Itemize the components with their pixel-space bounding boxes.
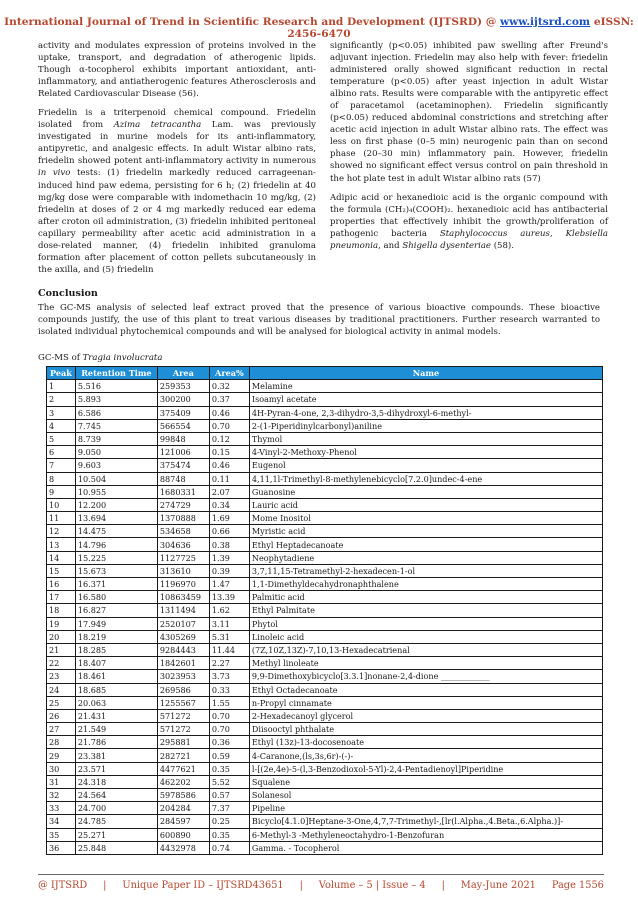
table-row	[47, 723, 603, 736]
cell-peak: 35	[47, 828, 76, 841]
cell-area-percent: 0.38	[209, 538, 249, 551]
cell-area: 1842601	[157, 657, 209, 670]
cell-retention-time: 12.200	[75, 498, 157, 511]
friedelin-paragraph	[38, 107, 316, 276]
text-run: (58).	[490, 240, 514, 251]
cell-peak: 26	[47, 709, 76, 722]
cell-area-percent: 0.46	[209, 406, 249, 419]
cell-peak: 28	[47, 736, 76, 749]
species-name: Staphylococcus aureus, Klebsiella pneumonia	[330, 228, 609, 251]
cell-area: 284597	[157, 815, 209, 828]
cell-retention-time: 10.504	[75, 472, 157, 485]
cell-peak: 15	[47, 564, 76, 577]
cell-peak: 21	[47, 643, 76, 656]
cell-name: Guanosine	[249, 485, 602, 498]
table-row	[47, 630, 603, 643]
cell-peak: 14	[47, 551, 76, 564]
cell-peak: 5	[47, 432, 76, 445]
cell-area: 313610	[157, 564, 209, 577]
footer-page: Page 1556	[551, 880, 604, 891]
cell-area: 88748	[157, 472, 209, 485]
cell-retention-time: 9.603	[75, 459, 157, 472]
cell-name: 1,1-Dimethyldecahydronaphthalene	[249, 578, 602, 591]
cell-area: 462202	[157, 775, 209, 788]
footer-sep: |	[299, 880, 303, 891]
cell-peak: 25	[47, 696, 76, 709]
journal-header	[0, 16, 638, 40]
cell-area-percent: 5.31	[209, 630, 249, 643]
footer-sep: |	[103, 880, 107, 891]
cell-name: Squalene	[249, 775, 602, 788]
cell-name: Ethyl Octadecanoate	[249, 683, 602, 696]
species-name: Shigella dysenteriae	[402, 240, 491, 251]
cell-area-percent: 0.59	[209, 749, 249, 762]
right-column	[330, 40, 608, 259]
cell-retention-time: 18.685	[75, 683, 157, 696]
cell-area-percent: 0.46	[209, 459, 249, 472]
cell-peak: 29	[47, 749, 76, 762]
text-run: , and	[378, 240, 403, 251]
journal-link[interactable]: www.ijtsrd.com	[500, 16, 591, 28]
cell-area: 2520107	[157, 617, 209, 630]
cell-area-percent: 2.27	[209, 657, 249, 670]
cell-retention-time: 6.586	[75, 406, 157, 419]
table-row	[47, 775, 603, 788]
table-row	[47, 538, 603, 551]
cell-peak: 31	[47, 775, 76, 788]
text-run: tests: (1) friedelin markedly reduced carrageenan-induced hind paw edema, persisting for 6 h; (2) friedelin at 40 mg/kg dose were comparable with indomethacin 10 mg/kg, (2) friedelin at doses of 2 or 4 mg markedly reduced ear edema after croton oil administration, (3) friedelin inhibited peritoneal capillary permeability after acetic acid administration in a dose-related manner, (4) friedelin inhibited granuloma formation after placement of cotton pellets subcutaneously in the axilla, and (5) friedelin	[38, 168, 316, 275]
table-row	[47, 498, 603, 511]
cell-area: 375409	[157, 406, 209, 419]
cell-area: 9284443	[157, 643, 209, 656]
table-row	[47, 525, 603, 538]
cell-name: Pipeline	[249, 802, 602, 815]
cell-peak: 4	[47, 419, 76, 432]
table-row	[47, 696, 603, 709]
cell-name: Solanesol	[249, 789, 602, 802]
cell-retention-time: 16.827	[75, 604, 157, 617]
cell-area: 375474	[157, 459, 209, 472]
footer-journal: @ IJTSRD	[38, 880, 88, 891]
table-row	[47, 604, 603, 617]
cell-area-percent: 0.12	[209, 432, 249, 445]
caption-species: Tragia involucrata	[82, 353, 163, 363]
cell-area-percent: 0.70	[209, 419, 249, 432]
cell-area: 282721	[157, 749, 209, 762]
cell-name: Bicyclo[4.1.0]Heptane-3-One,4,7,7-Trimethyl-,[lr(l.Alpha.,4.Beta.,6.Alpha.)]-	[249, 815, 602, 828]
cell-area-percent: 0.36	[209, 736, 249, 749]
cell-name: Ethyl (13z)-13-docosenoate	[249, 736, 602, 749]
cell-area: 1196970	[157, 578, 209, 591]
cell-peak: 23	[47, 670, 76, 683]
cell-peak: 7	[47, 459, 76, 472]
page-footer	[38, 880, 604, 891]
cell-area-percent: 0.39	[209, 564, 249, 577]
cell-area-percent: 0.70	[209, 709, 249, 722]
cell-peak: 20	[47, 630, 76, 643]
table-row	[47, 578, 603, 591]
species-name: Azima tetracantha	[113, 120, 202, 131]
cell-name: Linoleic acid	[249, 630, 602, 643]
cell-retention-time: 21.786	[75, 736, 157, 749]
cell-retention-time: 23.381	[75, 749, 157, 762]
cell-area-percent: 1.39	[209, 551, 249, 564]
table-row	[47, 643, 603, 656]
cell-peak: 1	[47, 380, 76, 393]
cell-name: 9,9-Dimethoxybicyclo[3.3.1]nonane-2,4-dione ____________	[249, 670, 602, 683]
footer-date: May-June 2021	[460, 880, 536, 891]
paragraph: activity and modulates expression of proteins involved in the uptake, transport, and degradation of atherogenic lipids. Though α-tocopherol exhibits important antioxidant, anti-inflammatory, and antiatherogenic features Atherosclerosis and Related Cardiovascular Disease (56).	[38, 41, 316, 100]
cell-name: Isoamyl acetate	[249, 393, 602, 406]
table-row	[47, 683, 603, 696]
adipic-acid-paragraph	[330, 192, 608, 252]
in-vivo-term: in vivo	[38, 168, 71, 179]
cell-area-percent: 0.57	[209, 789, 249, 802]
cell-area: 10863459	[157, 591, 209, 604]
table-row	[47, 446, 603, 459]
cell-name: Melamine	[249, 380, 602, 393]
table-caption	[38, 353, 162, 363]
cell-retention-time: 24.785	[75, 815, 157, 828]
cell-name: 4,11,1l-Trimethyl-8-methylenebicyclo[7.2.0]undec-4-ene	[249, 472, 602, 485]
header-title: International Journal of Trend in Scientific Research and Development (IJTSRD) @	[4, 16, 501, 28]
table-row	[47, 709, 603, 722]
cell-peak: 22	[47, 657, 76, 670]
table-row	[47, 670, 603, 683]
table-row	[47, 591, 603, 604]
cell-area-percent: 3.11	[209, 617, 249, 630]
footer-paper-id: Unique Paper ID – IJTSRD43651	[122, 880, 284, 891]
cell-retention-time: 18.219	[75, 630, 157, 643]
table-row	[47, 512, 603, 525]
cell-area: 1370888	[157, 512, 209, 525]
cell-area-percent: 0.15	[209, 446, 249, 459]
cell-retention-time: 15.225	[75, 551, 157, 564]
table-row	[47, 802, 603, 815]
cell-area: 600890	[157, 828, 209, 841]
cell-area: 5978586	[157, 789, 209, 802]
table-row	[47, 485, 603, 498]
caption-prefix: GC-MS of	[38, 353, 83, 363]
text-run: Lam. was previously investigated in murine models for its anti-inflammatory, antipyretic, and analgesic effects. In adult Wistar albino rats, friedelin showed potent anti-inflammatory activity in numerous	[38, 120, 317, 167]
cell-name: l-[(2e,4e)-5-(l,3-Benzodioxol-5-Yl)-2,4-Pentadienoyl]Piperidine	[249, 762, 602, 775]
text-run: Adipic acid or hexanedioic acid is the organic compound with the formula (CH₂)₄(COOH)₂. hexanedioic acid has antibacterial properties that effectively inhibit the growth/proliferation of pathogenic bacteria	[330, 192, 608, 239]
cell-retention-time: 5.516	[75, 380, 157, 393]
cell-area: 300200	[157, 393, 209, 406]
gc-ms-table	[46, 366, 603, 855]
cell-area-percent: 0.66	[209, 525, 249, 538]
cell-name: Gamma. - Tocopherol	[249, 841, 602, 854]
cell-peak: 27	[47, 723, 76, 736]
cell-area: 99848	[157, 432, 209, 445]
cell-area-percent: 0.70	[209, 723, 249, 736]
cell-peak: 16	[47, 578, 76, 591]
table-row	[47, 617, 603, 630]
cell-area: 4305269	[157, 630, 209, 643]
cell-name: 4-Caranone,(ls,3s,6r)-(-)-	[249, 749, 602, 762]
cell-retention-time: 16.580	[75, 591, 157, 604]
cell-name: Diisooctyl phthalate	[249, 723, 602, 736]
cell-peak: 3	[47, 406, 76, 419]
cell-peak: 8	[47, 472, 76, 485]
cell-peak: 17	[47, 591, 76, 604]
table-row	[47, 472, 603, 485]
paragraph: significantly (p<0.05) inhibited paw swelling after Freund's adjuvant injection. Friedelin may also help with fever: friedelin administered orally showed significant reduction in rectal temperature (p<0.05) after yeast injection in adult Wistar albino rats. Results were comparable with the antipyretic effect of paracetamol (acetaminophen). Friedelin significantly (p<0.05) reduced abdominal constrictions and stretching after acetic acid injection in adult Wistar albino rats. The effect was less on first phase (0–5 min) neurogenic pain than on second phase (20–30 min) inflammatory pain. However, friedelin showed no significant effect versus control on pain threshold in the hot plate test in adult Wistar albino rats (57)	[330, 41, 608, 184]
cell-retention-time: 8.739	[75, 432, 157, 445]
cell-area-percent: 0.74	[209, 841, 249, 854]
cell-area: 121006	[157, 446, 209, 459]
cell-name: Palmitic acid	[249, 591, 602, 604]
cell-retention-time: 24.564	[75, 789, 157, 802]
cell-peak: 19	[47, 617, 76, 630]
table-header-row	[47, 367, 603, 380]
cell-retention-time: 24.700	[75, 802, 157, 815]
cell-area-percent: 0.25	[209, 815, 249, 828]
cell-peak: 32	[47, 789, 76, 802]
table-row	[47, 815, 603, 828]
cell-area-percent: 1.69	[209, 512, 249, 525]
cell-area: 4432978	[157, 841, 209, 854]
cell-retention-time: 5.893	[75, 393, 157, 406]
cell-area: 259353	[157, 380, 209, 393]
cell-peak: 36	[47, 841, 76, 854]
cell-name: 4-Vinyl-2-Methoxy-Phenol	[249, 446, 602, 459]
cell-peak: 18	[47, 604, 76, 617]
cell-name: Methyl linoleate	[249, 657, 602, 670]
table-row	[47, 749, 603, 762]
table-row	[47, 841, 603, 854]
cell-retention-time: 21.431	[75, 709, 157, 722]
cell-name: 2-(1-Piperidinylcarbonyl)aniline	[249, 419, 602, 432]
conclusion-heading: Conclusion	[38, 288, 98, 299]
cell-peak: 24	[47, 683, 76, 696]
cell-area: 4477621	[157, 762, 209, 775]
cell-retention-time: 10.955	[75, 485, 157, 498]
table-row	[47, 789, 603, 802]
column-header-peak: Peak	[47, 367, 76, 380]
cell-peak: 9	[47, 485, 76, 498]
table-row	[47, 828, 603, 841]
conclusion-paragraph: The GC-MS analysis of selected leaf extract proved that the presence of various bioactive compounds. These bioactive compounds justify, the use of this plant to treat various diseases by traditional practitioners. Further research warranted to isolated individual phytochemical compounds and will be analysed for biological activity in animal models.	[38, 303, 600, 338]
cell-area: 204284	[157, 802, 209, 815]
column-header-retention-time: Retention Time	[75, 367, 157, 380]
cell-peak: 13	[47, 538, 76, 551]
table-row	[47, 432, 603, 445]
cell-peak: 10	[47, 498, 76, 511]
cell-retention-time: 23.571	[75, 762, 157, 775]
cell-area-percent: 0.37	[209, 393, 249, 406]
table-row	[47, 419, 603, 432]
table-row	[47, 762, 603, 775]
cell-area-percent: 2.07	[209, 485, 249, 498]
cell-area-percent: 13.39	[209, 591, 249, 604]
cell-area: 534658	[157, 525, 209, 538]
table-row	[47, 393, 603, 406]
cell-retention-time: 15.673	[75, 564, 157, 577]
cell-area-percent: 3.73	[209, 670, 249, 683]
cell-peak: 2	[47, 393, 76, 406]
table-row	[47, 406, 603, 419]
cell-retention-time: 24.318	[75, 775, 157, 788]
cell-name: 4H-Pyran-4-one, 2,3-dihydro-3,5-dihydroxyl-6-methyl-	[249, 406, 602, 419]
cell-area-percent: 0.35	[209, 828, 249, 841]
table-row	[47, 657, 603, 670]
cell-area: 3023953	[157, 670, 209, 683]
cell-retention-time: 18.407	[75, 657, 157, 670]
column-header-name: Name	[249, 367, 602, 380]
text-run: Friedelin is a triterpenoid chemical compound. Friedelin isolated from	[38, 108, 316, 131]
cell-name: Lauric acid	[249, 498, 602, 511]
cell-area-percent: 5.52	[209, 775, 249, 788]
cell-area: 1311494	[157, 604, 209, 617]
cell-area-percent: 1.62	[209, 604, 249, 617]
cell-area-percent: 1.47	[209, 578, 249, 591]
cell-retention-time: 25.848	[75, 841, 157, 854]
column-header-area: Area	[157, 367, 209, 380]
cell-name: 6-Methyl-3 -Methyleneoctahydro-1-Benzofuran	[249, 828, 602, 841]
cell-peak: 30	[47, 762, 76, 775]
cell-area-percent: 0.32	[209, 380, 249, 393]
cell-retention-time: 17.949	[75, 617, 157, 630]
table-row	[47, 736, 603, 749]
cell-area: 269586	[157, 683, 209, 696]
cell-retention-time: 14.796	[75, 538, 157, 551]
cell-area: 304636	[157, 538, 209, 551]
cell-area-percent: 1.55	[209, 696, 249, 709]
cell-name: Mome Inositol	[249, 512, 602, 525]
cell-area: 1127725	[157, 551, 209, 564]
cell-retention-time: 18.461	[75, 670, 157, 683]
cell-name: Myristic acid	[249, 525, 602, 538]
footer-volume: Volume – 5 | Issue – 4	[318, 880, 426, 891]
cell-name: Phytol	[249, 617, 602, 630]
cell-retention-time: 14.475	[75, 525, 157, 538]
cell-area: 566554	[157, 419, 209, 432]
cell-retention-time: 21.549	[75, 723, 157, 736]
footer-divider	[38, 874, 604, 875]
cell-name: Ethyl Heptadecanoate	[249, 538, 602, 551]
cell-retention-time: 9.050	[75, 446, 157, 459]
header-issn: eISSN: 2456-6470	[287, 16, 634, 40]
cell-retention-time: 16.371	[75, 578, 157, 591]
cell-area-percent: 0.11	[209, 472, 249, 485]
cell-area: 1255567	[157, 696, 209, 709]
cell-peak: 12	[47, 525, 76, 538]
cell-name: 2-Hexadecanoyl glycerol	[249, 709, 602, 722]
cell-area: 571272	[157, 709, 209, 722]
cell-name: Thymol	[249, 432, 602, 445]
footer-sep: |	[441, 880, 445, 891]
cell-area-percent: 0.34	[209, 498, 249, 511]
cell-area-percent: 11.44	[209, 643, 249, 656]
cell-peak: 34	[47, 815, 76, 828]
table-body	[47, 380, 603, 855]
cell-name: 3,7,11,15-Tetramethyl-2-hexadecen-1-ol	[249, 564, 602, 577]
cell-retention-time: 25.271	[75, 828, 157, 841]
cell-name: (7Z,10Z,13Z)-7,10,13-Hexadecatrienal	[249, 643, 602, 656]
cell-peak: 6	[47, 446, 76, 459]
table-row	[47, 459, 603, 472]
cell-area: 295881	[157, 736, 209, 749]
conclusion-text	[38, 302, 600, 338]
cell-name: Ethyl Palmitate	[249, 604, 602, 617]
cell-retention-time: 20.063	[75, 696, 157, 709]
cell-area: 274729	[157, 498, 209, 511]
cell-area-percent: 0.35	[209, 762, 249, 775]
cell-area: 571272	[157, 723, 209, 736]
cell-area-percent: 7.37	[209, 802, 249, 815]
cell-retention-time: 18.285	[75, 643, 157, 656]
table-row	[47, 380, 603, 393]
cell-area-percent: 0.33	[209, 683, 249, 696]
cell-retention-time: 13.694	[75, 512, 157, 525]
cell-peak: 33	[47, 802, 76, 815]
cell-name: n-Propyl cinnamate	[249, 696, 602, 709]
cell-retention-time: 7.745	[75, 419, 157, 432]
cell-name: Neophytadiene	[249, 551, 602, 564]
cell-area: 1680331	[157, 485, 209, 498]
column-header-area-percent: Area%	[209, 367, 249, 380]
table-row	[47, 551, 603, 564]
left-column	[38, 40, 316, 283]
cell-name: Eugenol	[249, 459, 602, 472]
cell-peak: 11	[47, 512, 76, 525]
table-row	[47, 564, 603, 577]
